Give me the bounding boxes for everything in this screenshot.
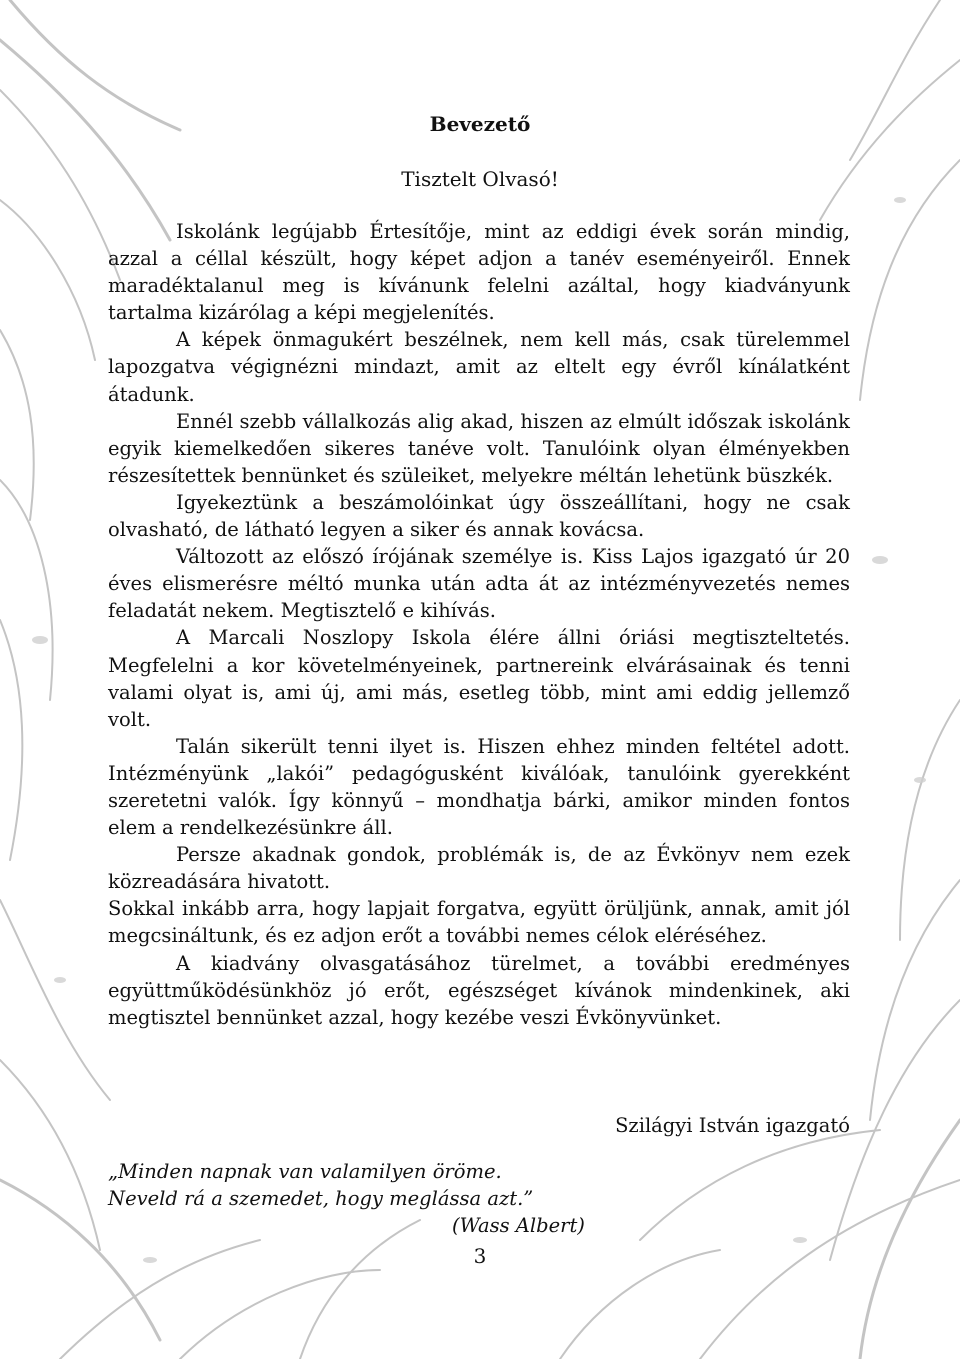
paragraph: Iskolánk legújabb Értesítője, mint az eddigi évek során mindig, azzal a céllal készült, hogy képet adjon a tanév eseményeiről. Ennek maradéktalanul meg is kívánunk felelni azáltal, hogy kiadványunk tartalma kizárólag a képi megjelenítés. [108,220,850,325]
paragraph: Talán sikerült tenni ilyet is. Hiszen ehhez minden feltétel adott. Intézményünk „lakói” pedagógusként kiválóak, tanulóink gyerekként szeretetni valók. Így könnyű – mondhatja bárki, amikor minden fontos elem a rendelkezésünkre áll. [108,734,850,840]
quote [108,1158,533,1212]
paragraph: Sokkal inkább arra, hogy lapjait forgatva, együtt örüljünk, annak, amit jól megcsináltunk, és ez adjon erőt a további nemes célok eléréséhez. [108,897,850,948]
signature: Szilágyi István igazgató [615,1114,850,1137]
body-text [108,218,850,1031]
quote-author: (Wass Albert) [452,1214,585,1237]
page-number: 3 [473,1244,487,1268]
greeting: Tisztelt Olvasó! [401,167,559,191]
paragraph: A Marcali Noszlopy Iskola élére állni óriási megtiszteltetés. Megfelelni a kor követelményeinek, partnereink elvárásainak és tenni valami olyat is, ami új, ami más, esetleg több, mint ami eddig jellemző volt. [108,626,850,731]
paragraph: Változott az előszó írójának személye is. Kiss Lajos igazgató úr 20 éves elismerésre méltó munka után adta át az intézményvezetés nemes feladatát nekem. Megtisztelő e kihívás. [108,545,850,623]
quote-line: Neveld rá a szemedet, hogy meglássa azt.” [108,1187,534,1210]
paragraph: A kiadvány olvasgatásához türelmet, a további eredményes együttműködésünkhöz jó erőt, egészséget kívánok mindenkinek, aki megtisztel bennünket azzal, hogy kezébe veszi Évkönyvünket. [108,951,850,1029]
paragraph: Igyekeztünk a beszámolóinkat úgy összeállítani, hogy ne csak olvasható, de látható legyen a siker és annak kovácsa. [108,490,850,542]
quote-line: „Minden napnak van valamilyen öröme. [108,1160,502,1183]
paragraph: Persze akadnak gondok, problémák is, de az Évkönyv nem ezek közreadására hivatott. [108,843,850,894]
paragraph: Ennél szebb vállalkozás alig akad, hiszen az elmúlt időszak iskolánk egyik kiemelkedően sikeres tanéve volt. Tanulóink olyan élményekben részesítettek bennünket és szüleiket, melyekre méltán lehetünk büszkék. [108,409,850,487]
paragraph: A képek önmagukért beszélnek, nem kell más, csak türelemmel lapozgatva végignézni mindazt, amit az eltelt egy évről kínálatként átadunk. [108,328,850,406]
page-title: Bevezető [429,112,531,136]
